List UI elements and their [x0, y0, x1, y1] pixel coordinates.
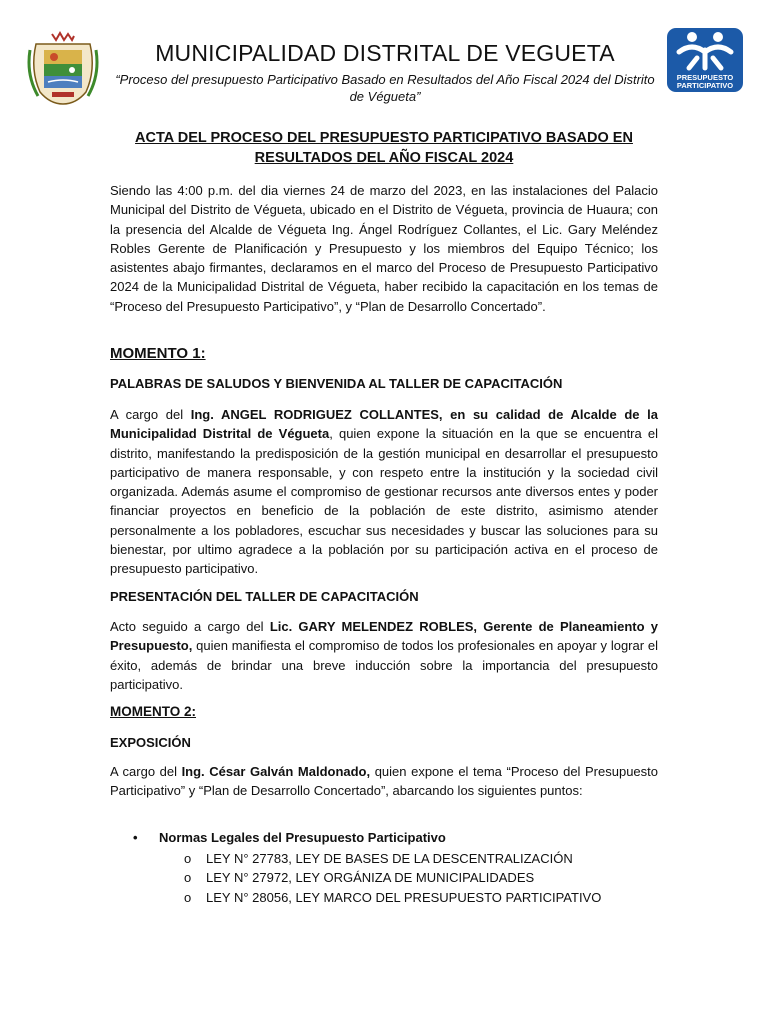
municipal-crest-icon [26, 30, 100, 106]
laws-list [184, 849, 601, 907]
expo-text-b: Ing. César Galván Maldonado, [181, 764, 371, 779]
momento-2-heading: MOMENTO 2: [110, 704, 197, 719]
law-text: LEY N° 28056, LEY MARCO DEL PRESUPUESTO PARTICIPATIVO [206, 889, 602, 905]
present-text-c: quien manifiesta el compromiso de todos los profesionales en apoyar y lograr el éxito, además de brindar una breve inducción sobre la importancia del presupuesto participativo. [110, 638, 658, 692]
document-title [100, 128, 668, 168]
saludo-text-b: Ing. ANGEL RODRIGUEZ COLLANTES, en su calidad de Alcalde de la Municipalidad Distrital de Végueta [110, 407, 658, 442]
saludo-text-c: , quien expone la situación en la que se encuentra el distrito, manifestando la predisposición de la gestión municipal en desarrollar el presupuesto participativo de manera responsable, y con respeto entre la institución y la sociedad civil organizada. Además asume el compromiso de gestionar recursos ante diversos entes y poder financiar proyectos en beneficio de la población de este distrito, asimismo atender personalmente a los pobladores, escuchar sus necesidades y buscar las soluciones para su bienestar, por ultimo agradece a la población por su participación activa en el proceso de presupuesto participativo. [110, 426, 658, 577]
process-subtitle: “Proceso del presupuesto Participativo Basado en Resultados del Año Fiscal 2024 del Distrito de Végueta” [115, 72, 655, 104]
list-item [184, 849, 601, 868]
presentacion-heading: PRESENTACIÓN DEL TALLER DE CAPACITACIÓN [110, 589, 419, 604]
law-text: LEY N° 27972, LEY ORGÁNIZA DE MUNICIPALIDADES [206, 870, 535, 886]
intro-paragraph: Siendo las 4:00 p.m. del dia viernes 24 de marzo del 2023, en las instalaciones del Palacio Municipal del Distrito de Végueta, ubicado en el Distrito de Végueta, provincia de Huaura; con la presencia del Alcalde de Végueta Ing. Ángel Rodríguez Collantes, el Lic. Gary Meléndez Robles Gerente de Planificación y Presupuesto y los miembros del Equipo Técnico; los asistentes abajo firmantes, declaramos en el marco del Proceso de Presupuesto Participativo 2024 de la Municipalidad Distrital de Végueta, haber recibido la capacitación en los temas de “Proceso del Presupuesto Participativo”, y “Plan de Desarrollo Concertado”. [110, 183, 658, 314]
presentacion-paragraph [110, 617, 658, 694]
circle-bullet-icon: o [184, 889, 192, 905]
circle-bullet-icon: o [184, 870, 192, 886]
law-text: LEY N° 27783, LEY DE BASES DE LA DESCENTRALIZACIÓN [206, 851, 573, 866]
list-item [184, 868, 601, 887]
logo-text-line1: PRESUPUESTO [676, 73, 734, 82]
list-item [184, 888, 601, 907]
presupuesto-participativo-logo [667, 28, 743, 92]
exposicion-paragraph [110, 762, 658, 801]
document-title-line2: RESULTADOS DEL AÑO FISCAL 2024 [254, 150, 514, 166]
letterhead [0, 22, 768, 108]
document-title-line1: ACTA DEL PROCESO DEL PRESUPUESTO PARTICIPATIVO BASADO EN [135, 130, 633, 146]
expo-text-a: A cargo del [110, 764, 182, 779]
saludo-heading: PALABRAS DE SALUDOS Y BIENVENIDA AL TALLER DE CAPACITACIÓN [110, 376, 563, 391]
present-text-a: Acto seguido a cargo del [110, 619, 270, 634]
momento-1-heading: MOMENTO 1: [110, 345, 206, 362]
exposicion-heading: EXPOSICIÓN [110, 735, 191, 750]
bullet-item [133, 830, 446, 845]
logo-text-line2: PARTICIPATIVO [676, 81, 734, 90]
bullet-text: Normas Legales del Presupuesto Participativo [159, 830, 446, 845]
present-text-b: Lic. GARY MELENDEZ ROBLES, Gerente de Planeamiento y Presupuesto, [110, 619, 659, 654]
municipality-title: MUNICIPALIDAD DISTRITAL DE VEGUETA [155, 40, 615, 66]
expo-text-c: quien expone el tema “Proceso del Presupuesto Participativo” y “Plan de Desarrollo Concertado”, abarcando los siguientes puntos: [110, 764, 659, 799]
bullet-dot-icon: • [133, 830, 138, 845]
saludo-paragraph [110, 405, 658, 579]
circle-bullet-icon: o [184, 851, 192, 866]
saludo-text-a: A cargo del [110, 407, 191, 422]
